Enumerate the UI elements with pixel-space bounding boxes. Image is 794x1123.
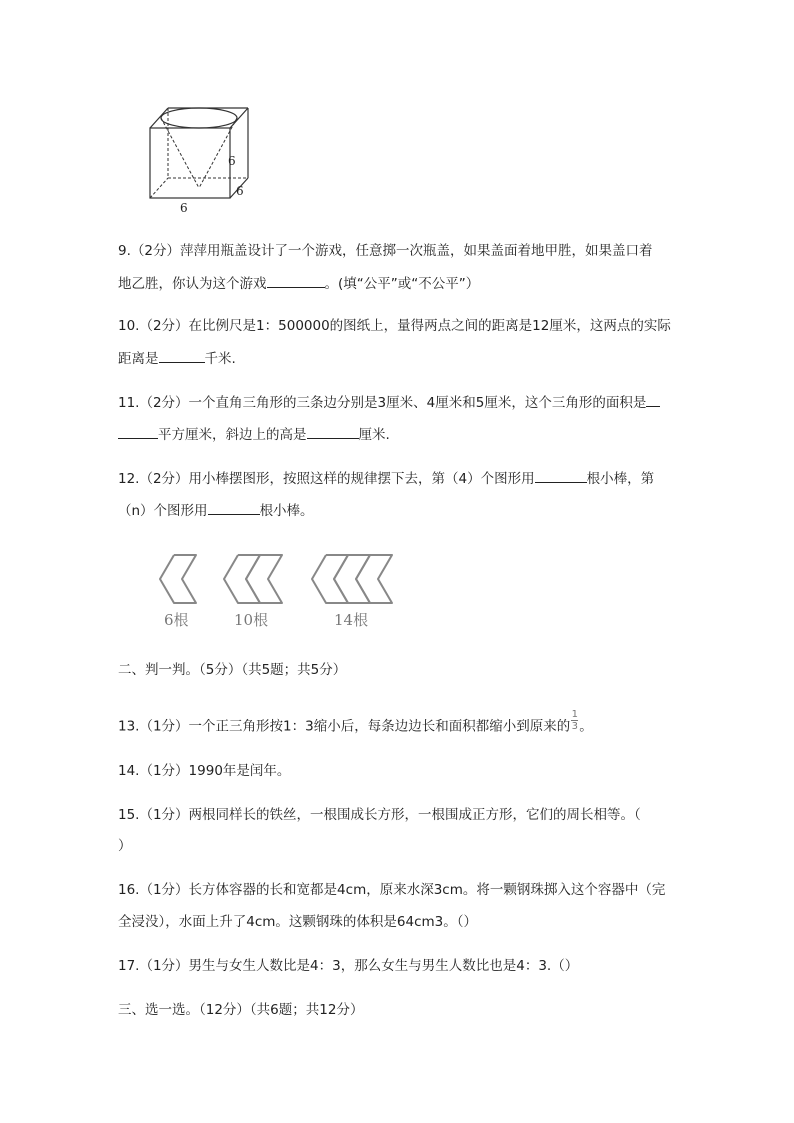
q16-line1: 16.（1分）长方体容器的长和宽都是4cm，原来水深3cm。将一颗钢珠掷入这个容器中（完 <box>118 882 666 898</box>
q12-line1: 12.（2分）用小棒摆图形，按照这样的规律摆下去，第（4）个图形用 根小棒，第 <box>118 468 654 489</box>
q11-line1: 11.（2分）一个直角三角形的三条边分别是3厘米、4厘米和5厘米，这个三角形的面积是 <box>118 392 660 413</box>
q13-line: 13.（1分）一个正三角形按1：3缩小后，每条边边长和面积都缩小到原来的 $\frac{1}{3}$ 。 <box>118 709 593 735</box>
q15-line1: 15.（1分）两根同样长的铁丝，一根围成长方形，一根围成正方形，它们的周长相等。（ <box>118 807 641 823</box>
q9-line2: 地乙胜，你认为这个游戏 。(填“公平”或“不公平”） <box>118 273 479 294</box>
q14-line: 14.（1分）1990年是闰年。 <box>118 763 291 779</box>
q11-line2: 平方厘米，斜边上的高是 厘米. <box>118 424 390 445</box>
cube-width-label: 6 <box>180 201 188 215</box>
q9-answer-blank[interactable] <box>267 273 325 288</box>
stick-label-2: 10根 <box>234 611 269 629</box>
q16-line2: 全浸没），水面上升了4cm。这颗钢珠的体积是64cm3。（） <box>118 914 478 930</box>
q9-line1: 9.（2分）萍萍用瓶盖设计了一个游戏，任意掷一次瓶盖，如果盖面着地甲胜，如果盖口着 <box>118 243 653 259</box>
q11-area-blank-end[interactable] <box>118 424 158 439</box>
stick-label-1: 6根 <box>164 611 189 629</box>
q11-height-blank[interactable] <box>307 424 359 439</box>
q12-n4-blank[interactable] <box>535 468 587 483</box>
q10-line2: 距离是 千米. <box>118 348 236 369</box>
q10-line1: 10.（2分）在比例尺是1：500000的图纸上，量得两点之间的距离是12厘米，这两点的实际 <box>118 318 671 334</box>
q12-line2: （n）个图形用 根小棒。 <box>118 500 314 521</box>
cube-cone-figure <box>140 100 260 215</box>
q15-line2: ） <box>118 838 132 854</box>
cube-depth-label: 6 <box>236 184 244 198</box>
section3-title: 三、选一选。（12分）（共6题；共12分） <box>118 1002 364 1018</box>
q17-line: 17.（1分）男生与女生人数比是4：3，那么女生与男生人数比也是4：3.（） <box>118 958 579 974</box>
section2-title: 二、判一判。（5分）（共5题；共5分） <box>118 662 347 678</box>
cube-height-label: 6 <box>228 154 236 168</box>
q13-fraction: $\frac{1}{3}$ <box>571 709 578 732</box>
stick-label-3: 14根 <box>334 611 369 629</box>
q11-area-blank-start[interactable] <box>646 392 660 407</box>
q12-nth-blank[interactable] <box>208 500 260 515</box>
q10-answer-blank[interactable] <box>159 348 205 363</box>
stick-pattern-figure <box>150 545 410 635</box>
